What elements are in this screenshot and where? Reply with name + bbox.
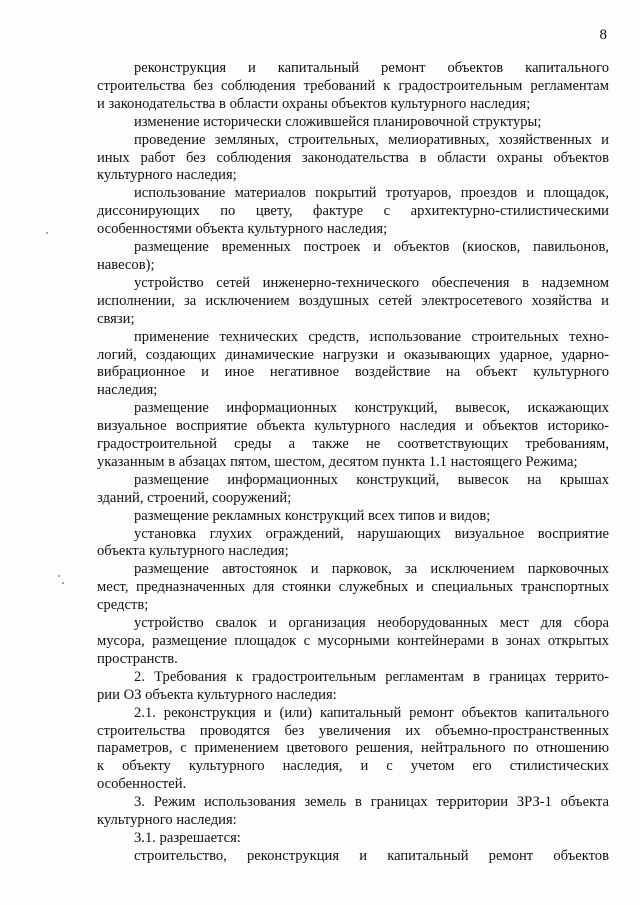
- text-line: диссонирующих по цвету, фактуре с архитектурно-стилистическими: [97, 203, 609, 220]
- text-paragraph: [97, 848, 609, 866]
- text-line: особенностей.: [97, 776, 187, 793]
- text-paragraph: [97, 185, 609, 239]
- text-line: вибрационное и иное негативное воздействие на объект культурного: [97, 364, 609, 381]
- text-line: навесов);: [97, 256, 155, 273]
- text-line: параметров, с применением цветового решения, нейтрального по отношению: [97, 740, 609, 757]
- text-line: использование материалов покрытий тротуаров, проездов и площадок,: [134, 185, 609, 202]
- text-line: логий, создающих динамические нагрузки и оказывающих ударное, ударно-: [97, 346, 609, 363]
- text-line: размещение информационных конструкций, вывесок, искажающих: [134, 400, 609, 417]
- text-paragraph: [97, 705, 609, 795]
- text-line: устройство сетей инженерно-технического обеспечения в надземном: [134, 274, 609, 291]
- text-line: реконструкция и капитальный ремонт объектов капитального: [134, 60, 609, 76]
- text-paragraph: [97, 275, 609, 329]
- text-line: пространств.: [97, 650, 178, 667]
- text-paragraph: [97, 60, 609, 114]
- text-line: 3. Режим использования земель в границах территории ЗРЗ-1 объекта: [134, 794, 609, 811]
- text-line: особенностями объекта культурного наследия;: [97, 221, 388, 238]
- text-line: размещение временных построек и объектов (киосков, павильонов,: [134, 239, 609, 256]
- text-paragraph: [97, 526, 609, 562]
- document-body: [97, 60, 609, 866]
- text-line: установка глухих ограждений, нарушающих визуальное восприятие: [134, 525, 609, 542]
- text-paragraph: [97, 472, 609, 508]
- text-line: мусора, размещение площадок с мусорными контейнерами в зонах открытых: [97, 633, 609, 649]
- text-paragraph: [97, 669, 609, 705]
- text-line: 3.1. разрешается:: [134, 829, 241, 846]
- text-line: визуальное восприятие объекта культурного наследия и объектов историко-: [97, 418, 609, 435]
- text-line: объекта культурного наследия;: [97, 543, 289, 560]
- text-line: строительства проводятся без увеличения их объемно-пространственных: [97, 722, 609, 739]
- page-number: 8: [599, 27, 607, 43]
- text-paragraph: [97, 239, 609, 275]
- text-line: зданий, строений, сооружений;: [97, 489, 292, 506]
- text-line: мест, предназначенных для стоянки служебных и специальных транспортных: [97, 579, 609, 596]
- text-line: к объекту культурного наследия, и с учетом его стилистических: [97, 758, 609, 775]
- text-line: указанным в абзацах пятом, шестом, десятом пункта 1.1 настоящего Режима;: [97, 453, 578, 470]
- text-line: 2.1. реконструкция и (или) капитальный ремонт объектов капитального: [134, 704, 609, 721]
- text-line: строительство, реконструкция и капитальный ремонт объектов: [134, 847, 609, 864]
- text-line: строительства без соблюдения требований к градостроительным регламентам: [97, 77, 609, 94]
- text-line: средств;: [97, 597, 149, 614]
- text-line: связи;: [97, 310, 135, 327]
- text-line: применение технических средств, использование строительных техно-: [134, 328, 609, 345]
- text-line: культурного наследия;: [97, 167, 237, 184]
- text-line: изменение исторически сложившейся планировочной структуры;: [134, 113, 542, 130]
- text-line: размещение рекламных конструкций всех типов и видов;: [134, 507, 491, 524]
- text-paragraph: [97, 329, 609, 401]
- text-paragraph: [97, 132, 609, 186]
- scan-speck: [58, 575, 60, 577]
- text-line: размещение информационных конструкций, вывесок на крышах: [134, 471, 609, 488]
- text-line: 2. Требования к градостроительным регламентам в границах террито-: [134, 668, 609, 685]
- text-line: наследия;: [97, 382, 158, 399]
- text-line: проведение земляных, строительных, мелиоративных, хозяйственных и: [134, 131, 609, 148]
- scan-speck: [62, 582, 64, 584]
- text-paragraph: [97, 794, 609, 830]
- text-line: размещение автостоянок и парковок, за исключением парковочных: [134, 561, 609, 578]
- text-line: устройство свалок и организация необорудованных мест для сбора: [134, 615, 609, 632]
- text-line: градостроительной среды а также не соответствующих требованиям,: [97, 436, 609, 453]
- text-paragraph: [97, 508, 609, 526]
- scan-speck: [46, 232, 48, 234]
- text-paragraph: [97, 830, 609, 848]
- text-line: культурного наследия:: [97, 812, 237, 829]
- text-paragraph: [97, 561, 609, 615]
- text-line: и законодательства в области охраны объектов культурного наследия;: [97, 95, 531, 112]
- text-line: иных работ без соблюдения законодательства в области охраны объектов: [97, 149, 609, 166]
- text-paragraph: [97, 615, 609, 669]
- text-paragraph: [97, 114, 609, 132]
- text-line: рии ОЗ объекта культурного наследия:: [97, 686, 337, 703]
- text-paragraph: [97, 400, 609, 472]
- text-line: исполнении, за исключением воздушных сетей электросетевого хозяйства и: [97, 292, 609, 309]
